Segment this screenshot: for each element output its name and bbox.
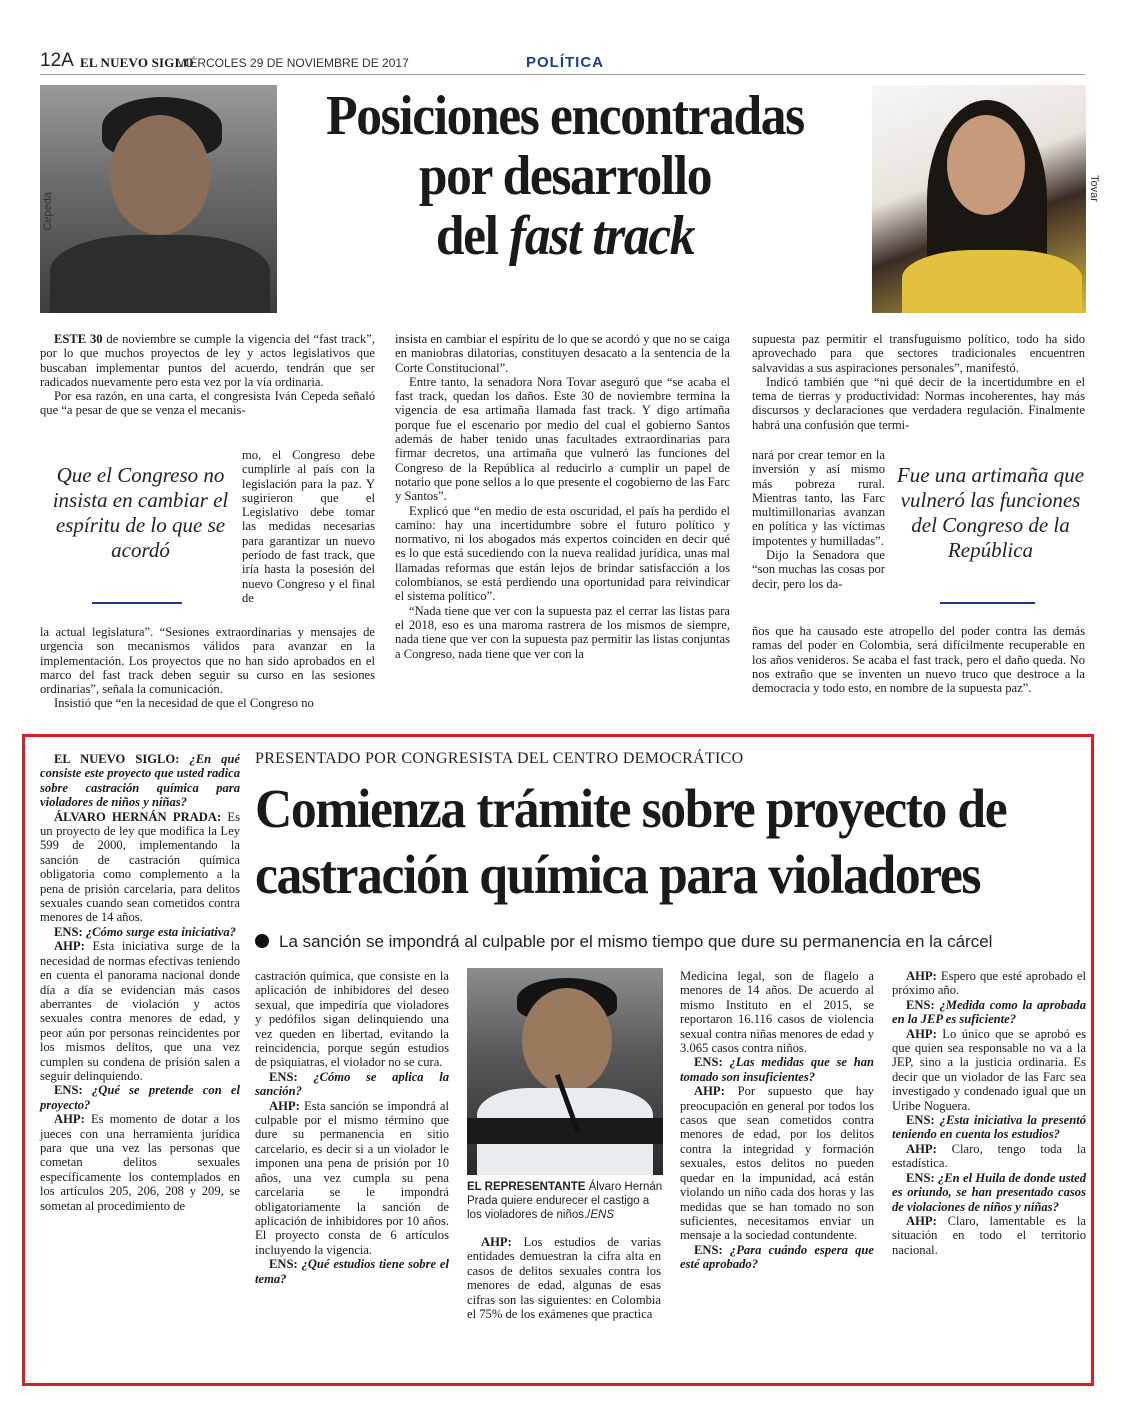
paragraph: Dijo la Senadora que “son muchas las cosas por decir, pero los da-	[752, 548, 885, 591]
headline-italic: fast track	[509, 205, 695, 267]
question: ¿En qué consiste este proyecto que usted radica sobre castración química para violadores de niños y niñas?	[40, 752, 240, 810]
question: ¿Qué estudios tiene sobre el tema?	[255, 1257, 450, 1286]
answer: Espero que esté aprobado el próximo año.	[892, 969, 1086, 998]
newspaper-name: EL NUEVO SIGLO	[80, 55, 194, 70]
answer: Lo único que se aprobó es que quien sea responsable no va a la JEP, sino a la justicia ordinaria. Es decir que un violador de las Farc sea investigado y condenado igual que un Uribe Noguera.	[892, 1026, 1086, 1113]
paragraph: mo, el Congreso debe cumplirle al país con la legislación para la paz. Y sugirieron que el Legislativo debe tomar las medidas necesarias para garantizar un nuevo período de fast track, que iría hasta la posesión del nuevo Congreso y el final de	[242, 448, 375, 605]
tovar-caption: Tovar	[1088, 175, 1100, 202]
speaker-label: ENS:	[694, 1242, 730, 1257]
interview-column-2	[255, 969, 449, 1286]
pull-quote-left: Que el Congreso no insista en cambiar el espíritu de lo que se acordó	[52, 463, 229, 562]
speaker-label: ENS:	[54, 924, 86, 939]
paragraph: nará por crear temor en la inversión y así mismo más pobreza rural. Mientras tanto, las Farc multimillonarias avanzan en política y las víctimas impotentes y humilladas”.	[752, 448, 885, 548]
section-label: POLÍTICA	[526, 54, 604, 71]
speaker-label: AHP:	[54, 939, 93, 954]
top-column-2	[395, 332, 730, 661]
bullet-icon	[255, 934, 269, 948]
paragraph: supuesta paz permitir el transfuguismo político, todo ha sido aprovechado para que sectores tradicionales encuentren salvavidas a sus aspiraciones personales”, manifestó.	[752, 332, 1085, 375]
answer: Por supuesto que hay preocupación en general por todos los casos que sean cometidos contra menores de edad, por los delitos contra la integridad y formación sexuales, estos delitos no pueden quedar en la impunidad, acá están violando un niño cada dos horas y las medidas que se han tomado no son suficientes, necesitamos enviar un mensaje a la sociedad contundente.	[680, 1084, 874, 1243]
top-column-3-wrap	[752, 448, 885, 591]
question: ¿Qué se pretende con el proyecto?	[40, 1083, 241, 1112]
answer: Los estudios de varias entidades demuestran la cifra alta en casos de delitos sexuales contra los menores de edad, algunas de esas cifras son las siguientes: en Colombia el 75% de los exámenes que practica	[467, 1235, 661, 1322]
paragraph: Insistió que “en la necesidad de que el Congreso no	[54, 696, 314, 711]
paragraph: Por esa razón, en una carta, el congresista Iván Cepeda señaló que “a pesar de que se venza el mecanis-	[40, 389, 375, 418]
interview-column-3	[680, 969, 874, 1272]
top-column-3-tail	[752, 624, 1085, 695]
speaker-label: AHP:	[906, 969, 941, 983]
headline-line: castración química para violadores	[255, 844, 981, 905]
tovar-photo	[872, 85, 1086, 313]
speaker-label: AHP:	[54, 1112, 91, 1127]
speaker-label: ENS:	[906, 1113, 940, 1128]
top-column-1-wrap	[242, 448, 375, 605]
speaker-label: AHP:	[694, 1084, 738, 1099]
paragraph: la actual legislatura”. “Sesiones extraordinarias y mensajes de urgencia son mecanismos válidos para avanzar en la implementación. Los proyectos que no han sido aprobados en el marco del fast track deben seguir su curso en las sesiones ordinarias”, señala la comunicación.	[40, 625, 375, 697]
speaker-label: ENS:	[906, 1170, 938, 1185]
headline-text: del	[435, 205, 510, 267]
paragraph: Indicó también que “ni qué decir de la incertidumbre en el tema de tierras y productividad: Normas incoherentes, hay más discursos y declaraciones que verdadera regulación. Finalmente habrá una confusión que termi-	[752, 374, 1085, 432]
photo-body	[50, 235, 270, 313]
question: ¿Cómo se aplica la sanción?	[255, 1069, 450, 1099]
question: ¿Medida como la aprobada en la JEP es suficiente?	[892, 997, 1086, 1027]
issue-date: MIÉRCOLES 29 DE NOVIEMBRE DE 2017	[176, 56, 409, 70]
question: ¿Las medidas que se han tomado son insuficientes?	[680, 1055, 874, 1084]
header-rule	[40, 74, 1085, 75]
cepeda-caption: Cepeda	[42, 192, 54, 231]
interview-column-1	[40, 752, 240, 1213]
question: ¿Esta iniciativa la presentó teniendo en cuenta los estudios?	[892, 1113, 1086, 1142]
top-column-1-tail	[40, 625, 375, 711]
caption-credit: ENS	[590, 1209, 615, 1221]
top-column-1	[40, 332, 375, 418]
answer: Es un proyecto de ley que modifica la Ley 599 de 2000, implementando la sanción de castración química obligatoria como complemento a la pena de prisión carcelaria, para delitos sexuales cuando sean cometidos contra menores de 14 años.	[40, 809, 240, 925]
answer: Esta iniciativa surge de la necesidad de normas efectivas teniendo en cuenta el panorama nacional donde día a día se evidencian más casos aberrantes de violación y actos sexuales contra menores de edad, y peor aún por personas reincidentes por los mismos delitos, que una vez cumplen su condena de prisión salen a seguir delinquiendo.	[40, 939, 240, 1083]
answer: Claro, tengo toda la estadística.	[892, 1141, 1086, 1171]
photo-face	[110, 115, 210, 235]
photo-body	[902, 250, 1082, 313]
speaker-label: AHP:	[269, 1098, 305, 1113]
photo-face	[947, 115, 1025, 215]
lead-in: ESTE 30	[54, 332, 103, 346]
speaker-label: EL NUEVO SIGLO:	[54, 752, 190, 766]
paragraph: “Nada tiene que ver con la supuesta paz el cerrar las listas para el 2018, eso es una maroma rastrera de los mismos de siempre, nada tiene que ver con la supuesta paz permitir las listas conjuntas a Congreso, nada tiene que ver con la	[395, 603, 730, 661]
question: ¿Para cuándo espera que esté aprobado?	[680, 1242, 875, 1272]
page-number: 12A	[40, 50, 74, 71]
paragraph: de noviembre se cumple la vigencia del “fast track”, por lo que muchos proyectos de ley y actos legislativos que buscaban implementar puntos del acuerdo, tendrán que ser radicados nuevamente pero esta vez por la vía ordinaria.	[40, 332, 375, 389]
photo-face	[522, 988, 612, 1093]
speaker-label: AHP:	[906, 1026, 943, 1041]
speaker-label: ENS:	[54, 1083, 92, 1098]
caption-bold: EL REPRESENTANTE	[467, 1181, 586, 1193]
speaker-label: ENS:	[269, 1257, 302, 1272]
interview-column-4	[892, 969, 1086, 1257]
headline-line: Comienza trámite sobre proyecto de	[255, 778, 1007, 839]
speaker-label: ENS:	[694, 1055, 730, 1070]
paragraph: Explicó que “en medio de esta oscuridad, el país ha perdido el camino: hay una incertidumbre sobre el futuro político y normativo, ni los abogados más expertos coinciden en decir qué es lo que está sucediendo con la nueva realidad jurídica, unas mal llamadas reformas que están lejos de brindar satisfacción a los colombianos, se está perdiendo una oportunidad para reivindicar el sistema político”.	[395, 503, 730, 604]
deck-text: La sanción se impondrá al culpable por el mismo tiempo que dure su permanencia en la cárcel	[279, 932, 993, 951]
speaker-label: AHP:	[906, 1141, 952, 1156]
pull-quote-right: Fue una artimaña que vulneró las funciones del Congreso de la República	[896, 463, 1085, 562]
boxed-deck	[255, 932, 992, 952]
speaker-label: ÁLVARO HERNÁN PRADA:	[54, 809, 228, 824]
photo-banner	[467, 1118, 663, 1144]
top-column-3	[752, 332, 1085, 432]
headline-line: Posiciones encontradas	[326, 85, 804, 147]
speaker-label: AHP:	[906, 1213, 948, 1228]
paragraph: Entre tanto, la senadora Nora Tovar aseguró que “se acaba el fast track, quedan los daños. Este 30 de noviembre termina la vigencia de esa artimaña llamada fast track. Y digo artimaña porque fue el escenario por medio del cual el gobierno Santos además de haber tenido unas facultades extraordinarias para firmar decretos, una artimaña que vulneró las funciones del Congreso de la República al reducirlo a cumplir un papel de notario que pone sellos a lo que presente el cogobierno de las Farc y Santos”.	[395, 374, 730, 504]
answer: Claro, lamentable es la situación en todo el territorio nacional.	[892, 1213, 1086, 1257]
pull-quote-rule	[92, 602, 182, 604]
headline-line: por desarrollo	[418, 145, 712, 207]
speaker-label: ENS:	[269, 1069, 314, 1084]
question: ¿Cómo surge esta iniciativa?	[85, 924, 236, 939]
top-headline	[307, 86, 822, 266]
speaker-label: ENS:	[906, 997, 940, 1012]
prada-photo-caption	[467, 1180, 663, 1222]
interview-column-mid	[467, 1235, 661, 1321]
boxed-headline	[255, 776, 1035, 908]
paragraph: ños que ha causado este atropello del poder contra las demás ramas del poder en Colombia, será difícilmente recuperable en los años venideros. Se acaba el fast track, pero el daño queda. No nos extraño que se inventen un nuevo truco que destroce a la democracia y todo esto, en nombre de la supuesta paz”.	[752, 624, 1085, 696]
prada-photo	[467, 968, 663, 1175]
question: ¿En el Huila de donde usted es oriundo, se han presentado casos de violaciones de niños y niñas?	[892, 1170, 1086, 1214]
pull-quote-rule	[940, 602, 1035, 604]
answer: Es momento de dotar a los jueces con una herramienta jurídica para que una vez las personas que cometan delitos sexuales específicamente los contemplados en los artículos 205, 206, 208 y 209, se sometan al procedimiento de	[40, 1112, 240, 1213]
caption-text: Álvaro Hernán Prada quiere endurecer el castigo a los violadores de niños./	[467, 1181, 663, 1221]
headline-line	[307, 206, 822, 266]
answer: castración química, que consiste en la aplicación de inhibidores del deseo sexual, que impediría que violadores y pedófilos sigan delinquiendo una vez queden en libertad, evitando la reincidencia, porque según estudios de psiquiatras, el violador no se cura.	[255, 969, 449, 1070]
cepeda-photo	[40, 85, 277, 313]
paragraph: insista en cambiar el espíritu de lo que se acordó y que no se caiga en maniobras dilatorias, constituyen desacato a la sentencia de la Corte Constitucional”.	[395, 332, 730, 375]
speaker-label: AHP:	[481, 1235, 524, 1249]
answer: Esta sanción se impondrá al culpable por el mismo término que dure su permanencia en sitio carcelario, es decir si a un violador le imponen una pena de prisión por 10 años, una vez cumpla su pena carcelaria se le impondrá obligatoriamente la sanción de aplicación de inhibidores por 10 años. El proyecto consta de 6 artículos incluyendo la vigencia.	[255, 1098, 449, 1257]
boxed-kicker: PRESENTADO POR CONGRESISTA DEL CENTRO DEMOCRÁTICO	[255, 750, 744, 767]
answer: Medicina legal, son de flagelo a menores de 14 años. De acuerdo al mismo Instituto en el 2015, se reportaron 16.116 casos de violencia sexual contra niñas menores de edad y 3.065 casos contra niños.	[680, 969, 874, 1056]
